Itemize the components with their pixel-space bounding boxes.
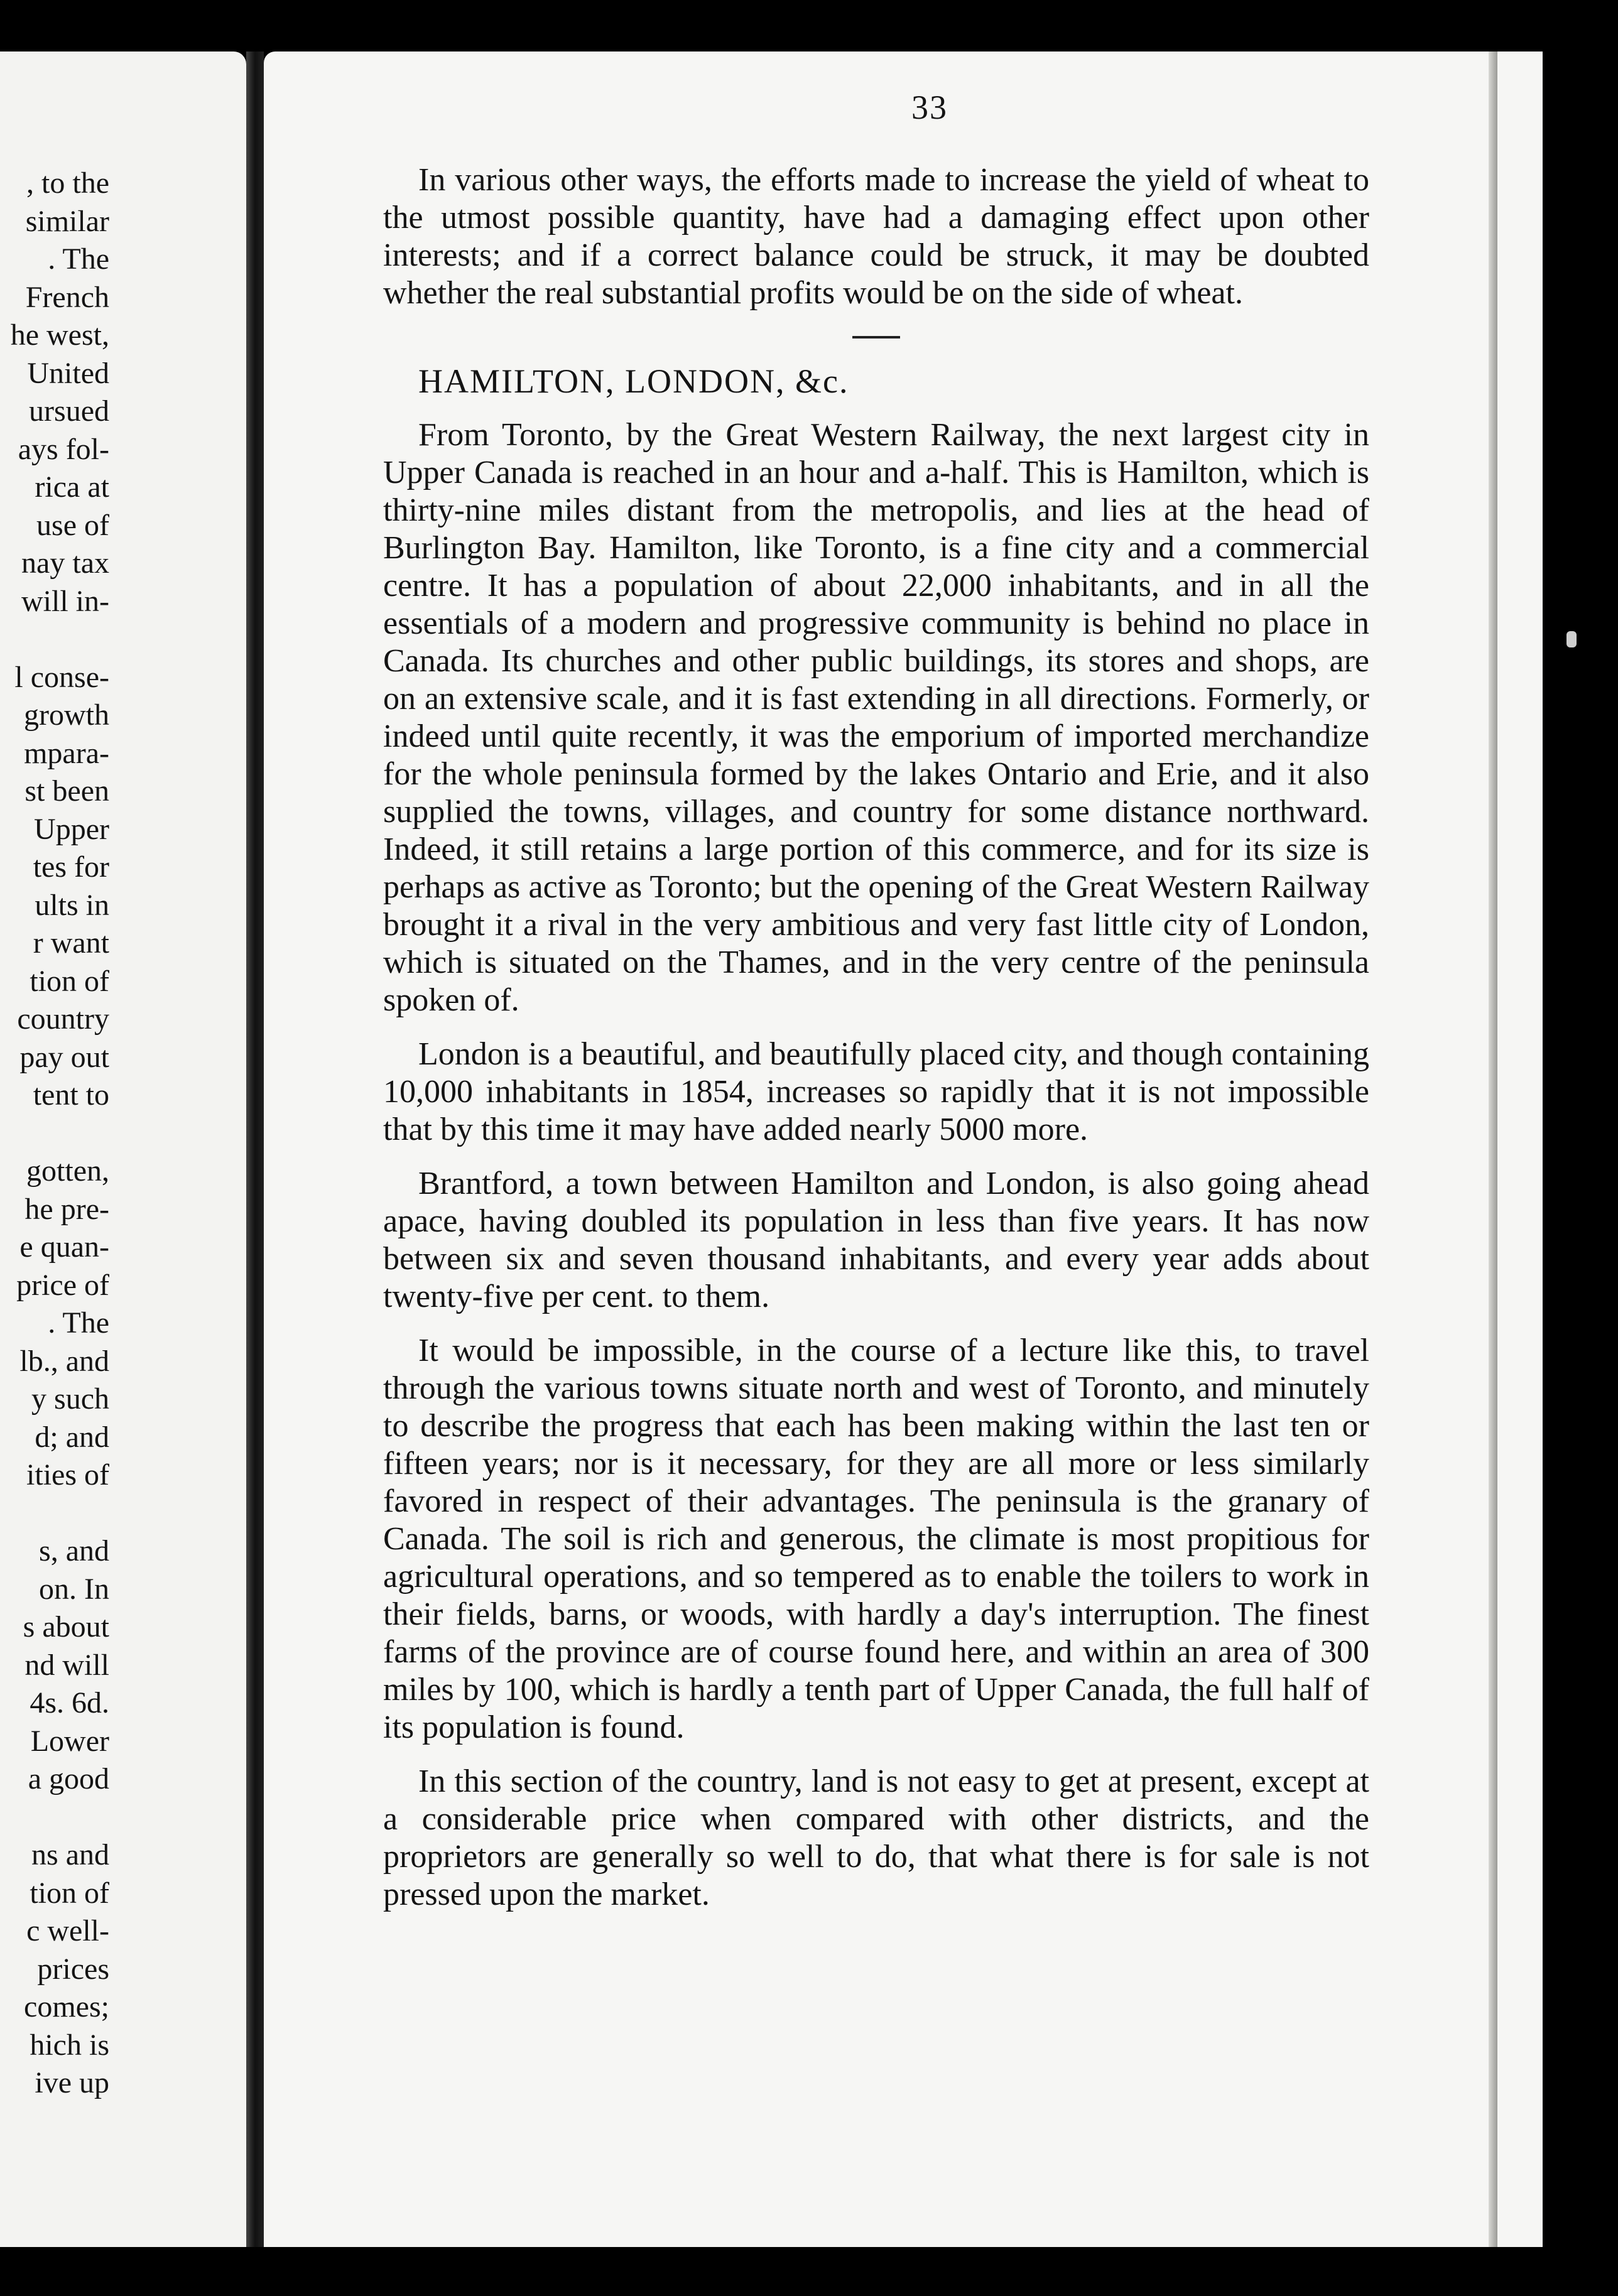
opening-paragraph: In various other ways, the efforts made to increase the yield of wheat to the utmost possible quantity, have had a damaging effect upon other interests; and if a correct balance could be struck, it may be doubted whether the real substantial profits would be on the side of wheat. <box>383 162 1369 311</box>
left-page-line: nd will <box>24 1648 109 1682</box>
page-body <box>383 161 1369 1930</box>
left-page-line: will in- <box>21 584 109 618</box>
body-paragraph: It would be impossible, in the course of a lecture like this, to travel through the various towns situate north and west of Toronto, and minutely to describe the progress that each has been making within the last ten or fifteen years; nor is it necessary, for they are all more or less similarly favored in respect of their advantages. The peninsula is the granary of Canada. The soil is rich and generous, the climate is most propitious for agricultural operations, and so tempered as to enable the toilers to work in their fields, barns, or woods, with hardly a day's interruption. The finest farms of the province are of course found here, and within an area of 300 miles by 100, which is hardly a tenth part of Upper Canada, the full half of its population is found. <box>383 1333 1369 1745</box>
left-page-line: mpara- <box>24 736 109 770</box>
left-page-line: l conse- <box>14 660 109 694</box>
body-paragraph: From Toronto, by the Great Western Railway, the next largest city in Upper Canada is reached in an hour and a-half. This is Hamilton, which is thirty-nine miles distant from the metropolis, and lies at the head of Burlington Bay. Hamilton, like Toronto, is a fine city and a commercial centre. It has a population of about 22,000 inhabitants, and in all the essentials of a modern and progressive community is behind no place in Canada. Its churches and other public buildings, its stores and shops, are on an extensive scale, and it is fast extending in all directions. Formerly, or indeed until quite recently, it was the emporium of imported merchandize for the whole peninsula formed by the lakes Ontario and Erie, and it also supplied the towns, villages, and country for some distance northward. Indeed, it still retains a large portion of this commerce, and for its size is perhaps as active as Toronto; but the opening of the Great Western Railway brought it a rival in the very ambitious and very fast little city of London, which is situated on the Thames, and in the very centre of the peninsula spoken of. <box>383 417 1369 1018</box>
left-page-line: ive up <box>35 2066 109 2099</box>
left-page-line: ursued <box>29 394 109 428</box>
left-page-line: he pre- <box>24 1192 109 1226</box>
body-paragraph: London is a beautiful, and beautifully placed city, and though containing 10,000 inhabitants in 1854, increases so rapidly that it is not impossible that by this time it may have added nearly 5000 more. <box>383 1036 1369 1147</box>
left-page-line: ays fol- <box>18 432 109 466</box>
left-page-line: prices <box>37 1952 109 1986</box>
left-page-line: French <box>25 280 109 314</box>
left-page-line: nay tax <box>21 546 109 580</box>
page-edge <box>1489 51 1497 2247</box>
left-page-line: ns and <box>31 1838 109 1871</box>
section-divider-rule <box>852 336 900 338</box>
scan-speck <box>1566 631 1577 647</box>
left-page-line: gotten, <box>26 1154 109 1188</box>
left-facing-page <box>0 51 246 2247</box>
left-page-line: rica at <box>35 470 109 504</box>
left-page-line: tent to <box>33 1078 109 1112</box>
left-page-line: Upper <box>34 812 109 846</box>
left-page-line: growth <box>24 698 109 732</box>
book-spine <box>246 51 264 2247</box>
left-page-line: e quan- <box>19 1230 109 1264</box>
left-page-line: st been <box>24 774 109 808</box>
left-page-line: ities of <box>26 1458 109 1492</box>
left-page-line: d; and <box>35 1420 109 1454</box>
body-paragraph: Brantford, a town between Hamilton and London, is also going ahead apace, having doubled its population in less than five years. It has now between six and seven thousand inhabitants, and every year adds about twenty-five per cent. to them. <box>383 1166 1369 1314</box>
left-page-line: United <box>27 356 109 390</box>
left-page-line: s, and <box>39 1534 109 1568</box>
left-page-line <box>0 1115 109 1153</box>
left-page-line: y such <box>31 1382 109 1416</box>
left-page-line: , to the <box>26 166 109 200</box>
left-page-line: lb., and <box>19 1344 109 1378</box>
left-page-line: 4s. 6d. <box>30 1686 109 1719</box>
left-page-line <box>0 1799 109 1837</box>
left-page-line: Lower <box>30 1724 109 1758</box>
left-page-line: tes for <box>33 850 109 884</box>
left-page-line: s about <box>23 1610 109 1643</box>
left-page-line: ults in <box>35 888 109 922</box>
left-page-line: price of <box>16 1268 109 1302</box>
left-page-line <box>0 1495 109 1533</box>
left-page-text <box>0 165 109 2103</box>
right-page <box>264 51 1543 2247</box>
left-page-line: hich is <box>30 2028 109 2062</box>
left-page-line: tion of <box>30 964 109 998</box>
left-page-line: a good <box>28 1762 109 1795</box>
left-page-line: c well- <box>26 1914 109 1947</box>
left-page-line: similar <box>25 204 109 238</box>
left-page-line: country <box>17 1002 109 1036</box>
left-page-line: . The <box>48 1306 109 1340</box>
left-page-line: tion of <box>30 1876 109 1910</box>
left-page-line <box>0 620 109 659</box>
left-page-line: comes; <box>24 1990 109 2023</box>
left-page-line: he west, <box>10 318 109 352</box>
left-page-line: use of <box>36 508 109 542</box>
left-page-line: pay out <box>19 1040 109 1074</box>
left-page-line: on. In <box>39 1572 109 1606</box>
page-number: 33 <box>911 89 948 126</box>
section-heading: HAMILTON, LONDON, &c. <box>418 362 849 400</box>
left-page-line: r want <box>33 926 109 960</box>
body-paragraph: In this section of the country, land is not easy to get at present, except at a considerable price when compared with other districts, and the proprietors are generally so well to do, that what there is for sale is not pressed upon the market. <box>383 1763 1369 1912</box>
left-page-line: . The <box>48 242 109 276</box>
